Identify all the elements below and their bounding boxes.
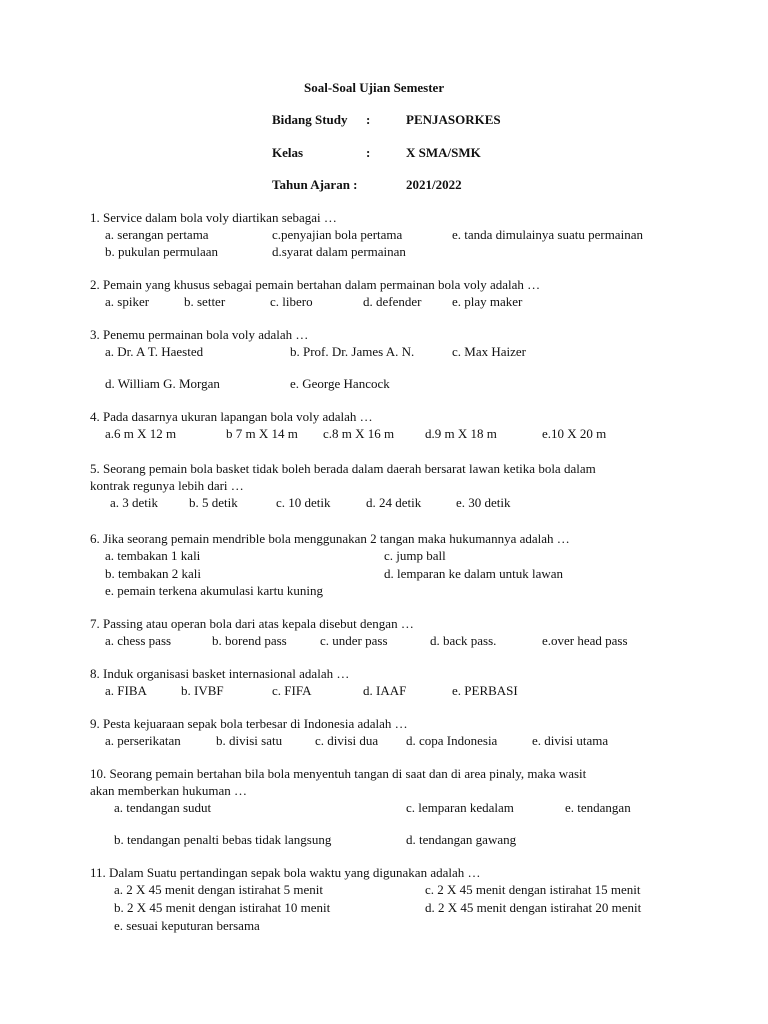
q7-option-a: a. chess pass — [105, 633, 172, 648]
q5-option-b: b. 5 detik — [189, 495, 238, 510]
question-1: 1. Service dalam bola voly diartikan sebagai … — [90, 210, 337, 225]
q2-option-d: d. defender — [363, 294, 422, 309]
q10-option-d: d. tendangan gawang — [406, 832, 517, 847]
q2-option-c: c. libero — [270, 294, 313, 309]
subject-label: Bidang Study — [272, 112, 348, 127]
year-value: 2021/2022 — [406, 177, 462, 192]
q10-option-b: b. tendangan penalti bebas tidak langsung — [114, 832, 332, 847]
question-11: 11. Dalam Suatu pertandingan sepak bola waktu yang digunakan adalah … — [90, 865, 481, 880]
q5-option-a: a. 3 detik — [110, 495, 159, 510]
question-6: 6. Jika seorang pemain mendrible bola menggunakan 2 tangan maka hukumannya adalah … — [90, 531, 570, 546]
question-8: 8. Induk organisasi basket internasional adalah … — [90, 666, 350, 681]
q5-option-e: e. 30 detik — [456, 495, 511, 510]
q7-option-d: d. back pass. — [430, 633, 497, 648]
q3-option-c: c. Max Haizer — [452, 344, 526, 359]
q1-option-e: e. tanda dimulainya suatu permainan — [452, 227, 643, 242]
q11-option-d: d. 2 X 45 menit dengan istirahat 20 menit — [425, 900, 642, 915]
q10-option-e: e. tendangan — [565, 800, 631, 815]
class-label: Kelas — [272, 145, 304, 160]
q1-option-b: b. pukulan permulaan — [105, 244, 218, 259]
q10-option-a: a. tendangan sudut — [114, 800, 212, 815]
question-5-cont: kontrak regunya lebih dari … — [90, 478, 244, 493]
subject-colon: : — [366, 112, 371, 127]
q4-option-a: a.6 m X 12 m — [105, 426, 177, 441]
q9-option-b: b. divisi satu — [216, 733, 283, 748]
page-title: Soal-Soal Ujian Semester — [304, 80, 445, 95]
q6-option-e: e. pemain terkena akumulasi kartu kuning — [105, 583, 324, 598]
q6-option-c: c. jump ball — [384, 548, 446, 563]
q7-option-e: e.over head pass — [542, 633, 628, 648]
q11-option-a: a. 2 X 45 menit dengan istirahat 5 menit — [114, 882, 324, 897]
q1-option-c: c.penyajian bola pertama — [272, 227, 403, 242]
q8-option-b: b. IVBF — [181, 683, 224, 698]
q3-option-b: b. Prof. Dr. James A. N. — [290, 344, 415, 359]
q2-option-b: b. setter — [184, 294, 226, 309]
q9-option-e: e. divisi utama — [532, 733, 609, 748]
q5-option-d: d. 24 detik — [366, 495, 422, 510]
q3-option-d: d. William G. Morgan — [105, 376, 220, 391]
year-label: Tahun Ajaran : — [272, 177, 358, 192]
q4-option-d: d.9 m X 18 m — [425, 426, 497, 441]
class-colon: : — [366, 145, 371, 160]
class-value: X SMA/SMK — [406, 145, 481, 160]
q9-option-d: d. copa Indonesia — [406, 733, 498, 748]
q6-option-b: b. tembakan 2 kali — [105, 566, 202, 581]
q4-option-c: c.8 m X 16 m — [323, 426, 395, 441]
q8-option-a: a. FIBA — [105, 683, 147, 698]
question-9: 9. Pesta kejuaraan sepak bola terbesar di Indonesia adalah … — [90, 716, 408, 731]
question-2: 2. Pemain yang khusus sebagai pemain bertahan dalam permainan bola voly adalah … — [90, 277, 541, 292]
q8-option-d: d. IAAF — [363, 683, 407, 698]
question-3: 3. Penemu permainan bola voly adalah … — [90, 327, 309, 342]
q6-option-a: a. tembakan 1 kali — [105, 548, 201, 563]
q1-option-a: a. serangan pertama — [105, 227, 209, 242]
subject-value: PENJASORKES — [406, 112, 501, 127]
q3-option-a: a. Dr. A T. Haested — [105, 344, 204, 359]
q8-option-c: c. FIFA — [272, 683, 312, 698]
question-4: 4. Pada dasarnya ukuran lapangan bola voly adalah … — [90, 409, 373, 424]
question-7: 7. Passing atau operan bola dari atas kepala disebut dengan … — [90, 616, 414, 631]
q9-option-c: c. divisi dua — [315, 733, 379, 748]
q11-option-e: e. sesuai keputuran bersama — [114, 918, 260, 933]
q11-option-c: c. 2 X 45 menit dengan istirahat 15 menit — [425, 882, 641, 897]
q9-option-a: a. perserikatan — [105, 733, 181, 748]
q6-option-d: d. lemparan ke dalam untuk lawan — [384, 566, 564, 581]
q5-option-c: c. 10 detik — [276, 495, 331, 510]
q4-option-e: e.10 X 20 m — [542, 426, 607, 441]
q4-option-b: b 7 m X 14 m — [226, 426, 298, 441]
q1-option-d: d.syarat dalam permainan — [272, 244, 406, 259]
q11-option-b: b. 2 X 45 menit dengan istirahat 10 menit — [114, 900, 331, 915]
q2-option-e: e. play maker — [452, 294, 523, 309]
question-10: 10. Seorang pemain bertahan bila bola menyentuh tangan di saat dan di area pinaly, maka wasit — [90, 766, 587, 781]
q2-option-a: a. spiker — [105, 294, 150, 309]
q3-option-e: e. George Hancock — [290, 376, 390, 391]
question-10-cont: akan memberkan hukuman … — [90, 783, 248, 798]
question-5: 5. Seorang pemain bola basket tidak boleh berada dalam daerah bersarat lawan ketika bola dalam — [90, 461, 596, 476]
q10-option-c: c. lemparan kedalam — [406, 800, 514, 815]
q7-option-b: b. borend pass — [212, 633, 287, 648]
q7-option-c: c. under pass — [320, 633, 388, 648]
q8-option-e: e. PERBASI — [452, 683, 518, 698]
